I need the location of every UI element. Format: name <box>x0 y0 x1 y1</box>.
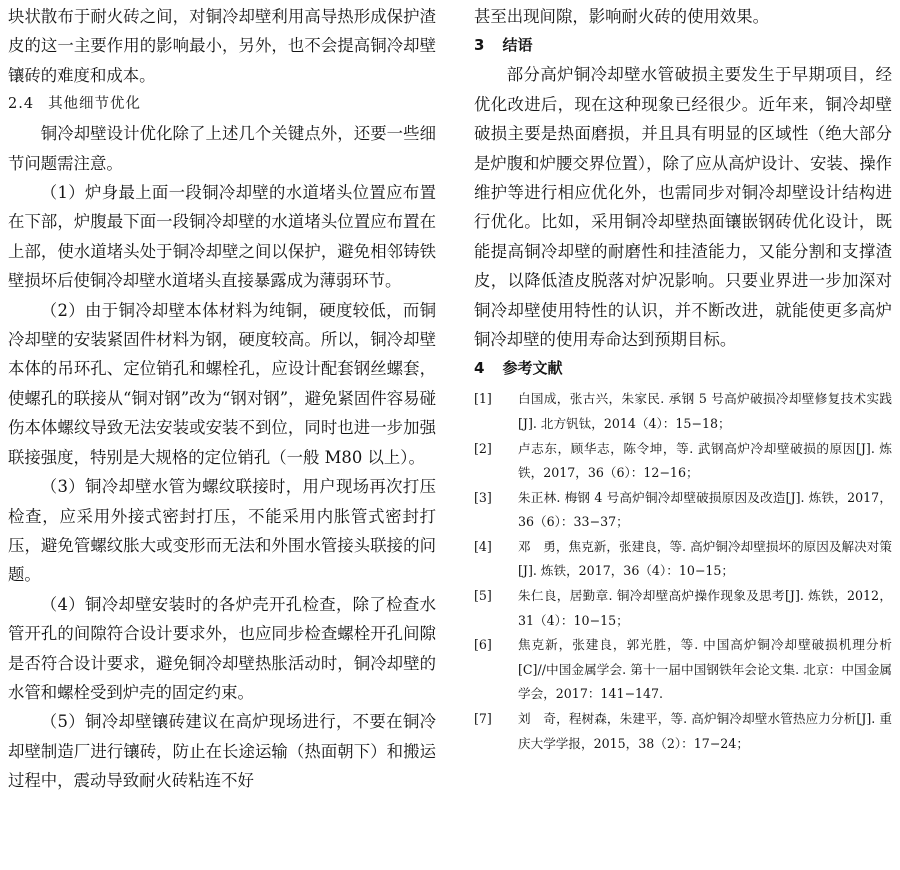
conclusion-number: 3 <box>474 36 485 55</box>
lead-paragraph: 铜冷却壁设计优化除了上述几个关键点外，还要一些细节问题需注意。 <box>8 124 436 173</box>
reference-index: [5] <box>474 588 492 604</box>
reference-text: 白国成，张古兴，朱家民. 承钢 5 号高炉破损冷却壁修复技术实践[J]. 北方钒钛，2014（4）：15−18； <box>518 391 892 431</box>
reference-item <box>474 535 892 584</box>
reference-text: 刘 奇，程树森，朱建平，等. 高炉铜冷却壁水管热应力分析[J]. 重庆大学学报，2015，38（2）：17−24； <box>518 711 892 751</box>
reference-index: [2] <box>474 440 492 456</box>
references-title: 参考文献 <box>502 359 563 378</box>
item-paragraph-3: （3）铜冷却壁水管为螺纹联接时，用户现场再次打压检查，应采用外接式密封打压，不能采用内胀管式密封打压，避免管螺纹胀大或变形而无法和外围水管接头联接的问题。 <box>8 477 436 585</box>
subsection-heading <box>8 90 436 119</box>
item-paragraph-4: （4）铜冷却壁安装时的各炉壳开孔检查，除了检查水管开孔的间隙符合设计要求外，也应同步检查螺栓开孔间隙是否符合设计要求，避免铜冷却壁热胀活动时，铜冷却壁的水管和螺栓受到炉壳的固定约束。 <box>8 594 436 702</box>
subsection-number: 2.4 <box>8 96 35 113</box>
conclusion-paragraph: 部分高炉铜冷却壁水管破损主要发生于早期项目，经优化改进后，现在这种现象已经很少。近年来，铜冷却壁破损主要是热面磨损，并且具有明显的区域性（绝大部分是炉腹和炉腰交界位置），除了应从高炉设计、安装、操作维护等进行相应优化外，也需同步对铜冷却壁设计结构进行优化。比如，采用铜冷却壁热面镶嵌钢砖优化设计，既能提高铜冷却壁的耐磨性和挂渣能力，又能分割和支撑渣皮，以降低渣皮脱落对炉况影响。只要业界进一步加深对铜冷却壁使用特性的认识，并不断改进，就能使更多高炉铜冷却壁的使用寿命达到预期目标。 <box>474 65 892 350</box>
reference-text: 朱仁良，居勤章. 铜冷却壁高炉操作现象及思考[J]. 炼铁，2012，31（4）：10−15； <box>518 588 892 628</box>
left-column <box>8 0 436 796</box>
reference-index: [6] <box>474 637 492 653</box>
references-number: 4 <box>474 359 485 378</box>
reference-index: [7] <box>474 711 492 727</box>
item-paragraph-5: （5）铜冷却壁镶砖建议在高炉现场进行，不要在铜冷却壁制造厂进行镶砖，防止在长途运输（热面朝下）和搬运过程中，震动导致耐火砖粘连不好 <box>8 712 436 791</box>
reference-item <box>474 707 892 756</box>
reference-text: 朱正林. 梅钢 4 号高炉铜冷却壁破损原因及改造[J]. 炼铁，2017，36（6）：33−37； <box>518 489 892 530</box>
reference-index: [3] <box>474 489 492 505</box>
reference-item <box>474 437 892 486</box>
reference-text: 邓 勇，焦克新，张建良，等. 高炉铜冷却壁损坏的原因及解决对策[J]. 炼铁，2017，36（4）：10−15； <box>518 539 892 579</box>
reference-item <box>474 584 892 633</box>
subsection-title: 其他细节优化 <box>48 96 142 113</box>
item-paragraph-2: （2）由于铜冷却壁本体材料为纯铜，硬度较低，而铜冷却壁的安装紧固件材料为钢，硬度较高。所以，铜冷却壁本体的吊环孔、定位销孔和螺栓孔，应设计配套钢丝螺套，使螺孔的联接从“铜对钢”改为“钢对钢”，避免紧固件容易碰伤本体螺纹导致无法安装或安装不到位，同时也进一步加强联接强度，特别是大规格的定位销孔（一般 M80 以上）。 <box>8 300 436 467</box>
references-heading <box>474 354 892 383</box>
reference-list <box>474 387 892 755</box>
item5-tail-paragraph: 甚至出现间隙，影响耐火砖的使用效果。 <box>474 7 770 26</box>
item-paragraph-1: （1）炉身最上面一段铜冷却壁的水道堵头位置应布置在下部，炉腹最下面一段铜冷却壁的水道堵头位置应布置在上部，使水道堵头处于铜冷却壁之间以保护，避免相邻铸铁壁损坏后使铜冷却壁水道堵头直接暴露成为薄弱环节。 <box>8 183 436 291</box>
reference-index: [1] <box>474 391 492 407</box>
intro-tail-paragraph: 块状散布于耐火砖之间，对铜冷却壁利用高导热形成保护渣皮的这一主要作用的影响最小，另外，也不会提高铜冷却壁镶砖的难度和成本。 <box>8 7 436 85</box>
conclusion-title: 结语 <box>502 36 533 55</box>
conclusion-heading <box>474 31 892 60</box>
reference-item <box>474 486 892 535</box>
right-column <box>474 0 892 756</box>
reference-text: 卢志东，顾华志，陈令坤，等. 武钢高炉冷却壁破损的原因[J]. 炼铁，2017，36（6）：12−16； <box>518 440 892 481</box>
reference-text: 焦克新，张建良，郭光胜，等. 中国高炉铜冷却壁破损机理分析[C]//中国金属学会. 第十一届中国钢铁年会论文集. 北京：中国金属学会，2017：141−147. <box>518 637 892 702</box>
reference-item <box>474 387 892 436</box>
reference-index: [4] <box>474 539 492 555</box>
reference-item <box>474 633 892 706</box>
